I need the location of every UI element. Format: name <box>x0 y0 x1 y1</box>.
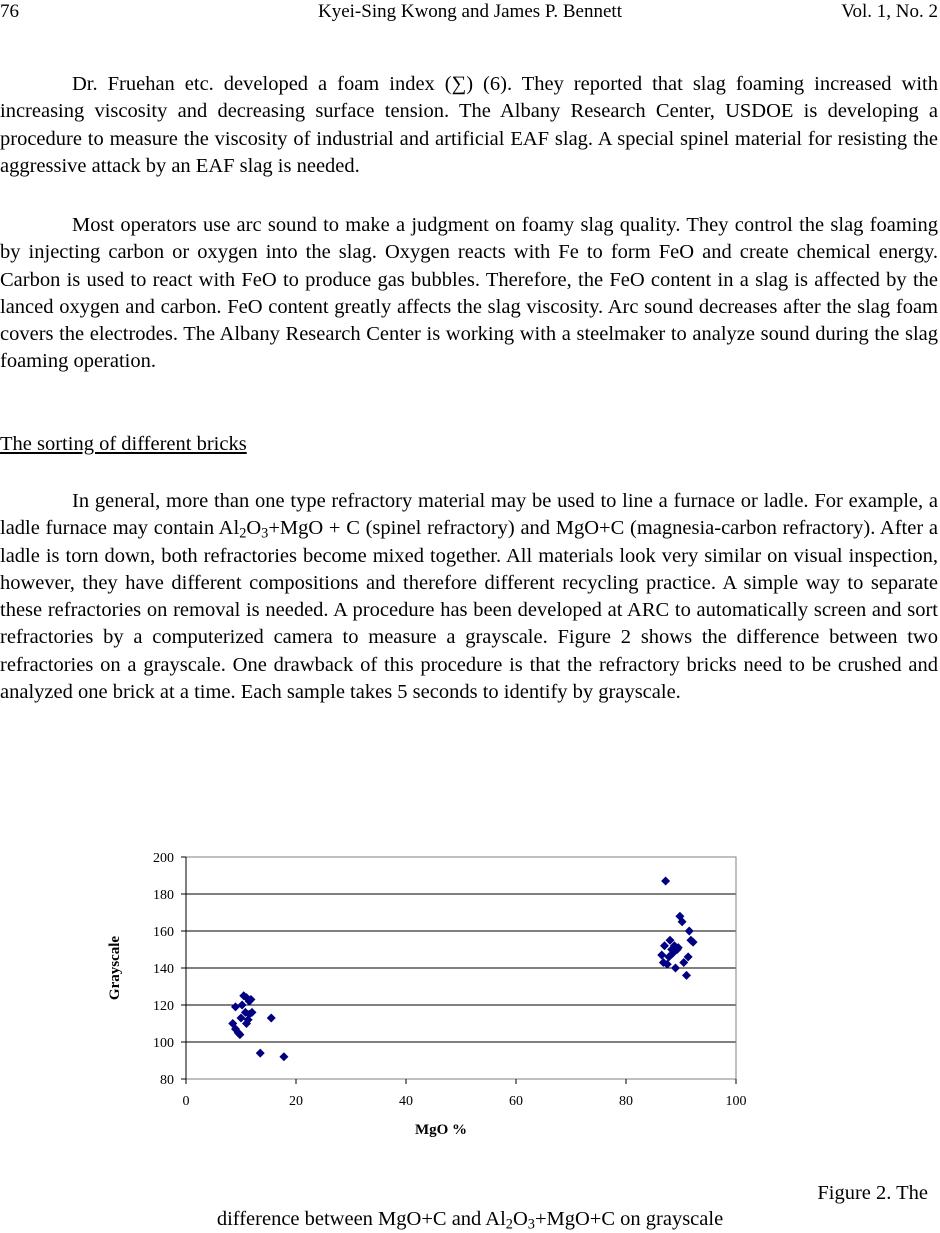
data-point <box>657 951 666 960</box>
data-point <box>682 971 691 980</box>
y-tick-label: 140 <box>153 962 174 977</box>
data-point <box>685 927 694 936</box>
data-point <box>231 1002 240 1011</box>
paragraph-foam-index: Dr. Fruehan etc. developed a foam index (∑) (6). They reported that slag foaming increased with increasing viscosity and decreasing surface tension. The Albany Research Center, USDOE is developing a procedure to measure the viscosity of industrial and artificial EAF slag. A special spinel material for resisting the aggressive attack by an EAF slag is needed. <box>0 73 938 177</box>
x-tick-label: 100 <box>725 1094 747 1109</box>
page-header <box>0 0 940 24</box>
x-tick-label: 0 <box>182 1094 190 1109</box>
page-number: 76 <box>0 1 19 22</box>
y-tick-label: 80 <box>160 1073 174 1088</box>
data-point <box>267 1013 276 1022</box>
paragraph-arc-sound: Most operators use arc sound to make a judgment on foamy slag quality. They control the slag foaming by injecting carbon or oxygen into the slag. Oxygen reacts with Fe to form FeO and create chemical energy. Carbon is used to react with FeO to produce gas bubbles. Therefore, the FeO content in a slag is affected by the lanced oxygen and carbon. FeO content greatly affects the slag viscosity. Arc sound decreases after the slag foam covers the electrodes. The Albany Research Center is working with a steelmaker to analyze sound during the slag foaming operation. <box>0 214 938 373</box>
y-tick-label: 160 <box>153 925 174 940</box>
paragraph-brick-sorting: In general, more than one type refractory material may be used to line a furnace or ladle. For example, a ladle furnace may contain $Al_2O_3+MgO + C$ (spinel refractory) and MgO+C (magnesia-carbon refractory). After a ladle is torn down, both refractories become mixed together. All materials look very similar on visual inspection, however, they have different compositions and therefore different recycling practice. A simple way to separate these refractories on removal is needed. A procedure has been developed at ARC to automatically screen and sort refractories by a computerized camera to measure a grayscale. Figure 2 shows the difference between two refractories on a grayscale. One drawback of this procedure is that the refractory bricks need to be crushed and analyzed one brick at a time. Each sample takes 5 seconds to identify by grayscale. <box>0 490 938 704</box>
figure-caption-line2: difference between MgO+C and $Al_2O_3+MgO+C$ on grayscale <box>216 1208 724 1233</box>
y-tick-label: 120 <box>153 999 174 1014</box>
data-point <box>279 1052 288 1061</box>
x-tick-label: 80 <box>619 1094 633 1109</box>
data-point <box>671 964 680 973</box>
x-tick-label: 60 <box>509 1094 523 1109</box>
y-axis-ticks <box>153 851 186 1088</box>
chart-gridlines <box>186 857 736 1079</box>
y-tick-label: 100 <box>153 1036 174 1051</box>
y-axis-label: Grayscale <box>107 935 123 1001</box>
data-point <box>256 1049 265 1058</box>
data-points <box>228 877 697 1062</box>
y-tick-label: 200 <box>153 851 174 866</box>
data-point <box>660 941 669 950</box>
x-axis-ticks <box>183 857 747 1109</box>
volume-info: Vol. 1, No. 2 <box>841 1 938 22</box>
header-authors: Kyei-Sing Kwong and James P. Bennett <box>318 1 622 22</box>
x-axis-label: MgO % <box>414 1122 468 1138</box>
x-tick-label: 20 <box>289 1094 303 1109</box>
y-tick-label: 180 <box>153 888 174 903</box>
data-point <box>661 877 670 886</box>
section-heading: The sorting of different bricks <box>0 433 247 455</box>
x-tick-label: 40 <box>399 1094 413 1109</box>
grayscale-scatter-chart <box>100 840 780 1150</box>
figure-caption-line1: Figure 2. The <box>817 1182 928 1204</box>
